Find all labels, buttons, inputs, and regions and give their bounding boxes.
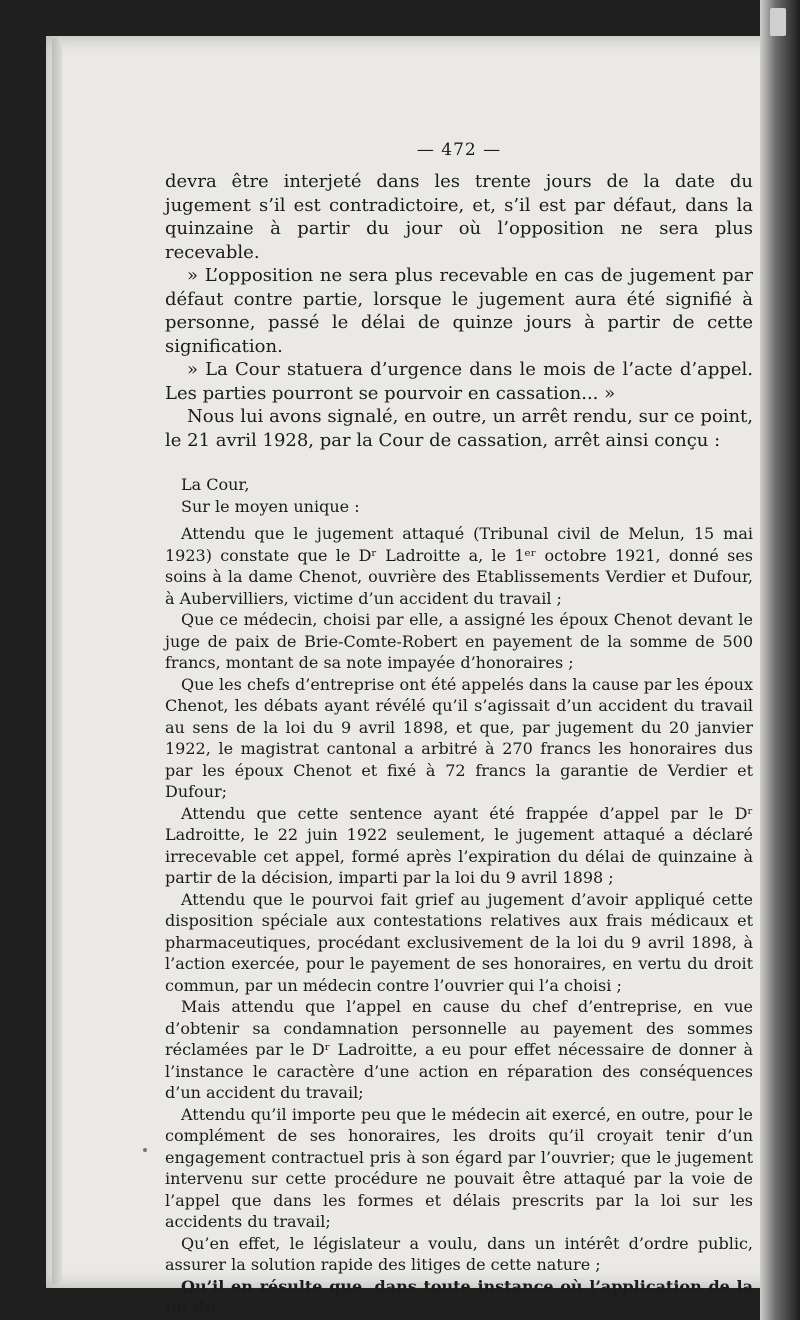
page-clip [770,8,786,36]
quote-paragraph: Mais attendu que l’appel en cause du chef d’entreprise, en vue d’obtenir sa condamnation personnelle au payement des sommes réclamées par le Dʳ Ladroitte, a eu pour effet nécessaire de donner à l’instance le caractère d’une action en réparation des conséquences d’un accident du travail; [165,997,753,1102]
quote-paragraph: Que ce médecin, choisi par elle, a assigné les époux Chenot devant le juge de paix de Brie-Comte-Robert en payement de la somme de 500 francs, montant de sa note impayée d’honoraires ; [165,610,753,672]
paragraph-3: » La Cour statuera d’urgence dans le mois de l’acte d’appel. Les parties pourront se pourvoir en cassation... » [165,359,753,404]
quote-paragraph: Attendu que le jugement attaqué (Tribunal civil de Melun, 15 mai 1923) constate que le Dʳ Ladroitte a, le 1ᵉʳ octobre 1921, donné ses soins à la dame Chenot, ouvrière des Etablissements Verdier et Dufour, à Aubervilliers, victime d’un accident du travail ; [165,524,753,608]
quote-paragraph: Qu’en effet, le législateur a voulu, dans un intérêt d’ordre public, assurer la solution rapide des litiges de cette nature ; [165,1233,753,1274]
court-ruling-quote [165,474,753,1319]
quote-paragraph-continued: Qu’il en résulte que, dans toute instance où l’application de la loi du [165,1276,753,1317]
quote-court: La Cour, [181,475,250,494]
quote-means: Sur le moyen unique : [181,496,360,516]
paper-speck [143,1148,147,1152]
quote-paragraph: Attendu que le pourvoi fait grief au jugement d’avoir appliqué cette disposition spéciale aux contestations relatives aux frais médicaux et pharmaceutiques, procédant exclusivement de la loi du 9 avril 1898, à l’action exercée, pour le payement de ses honoraires, en vertu du droit commun, par un médecin contre l’ouvrier qui l’a choisi ; [165,889,753,995]
page-text [165,140,753,1319]
quote-paragraph: Attendu que cette sentence ayant été frappée d’appel par le Dʳ Ladroitte, le 22 juin 1922 seulement, le jugement attaqué a déclaré irrecevable cet appel, formé après l’expiration du délai de quinzaine à partir de la décision, imparti par la loi du 9 avril 1898 ; [165,803,753,887]
quote-paragraph: Attendu qu’il importe peu que le médecin ait exercé, en outre, pour le complément de ses honoraires, les droits qu’il croyait tenir d’un engagement contractuel pris à son égard par l’ouvrier; que le jugement intervenu sur cette procédure ne pouvait être attaqué par la voie de l’appel que dans les formes et délais prescrits par la loi sur les accidents du travail; [165,1104,753,1231]
page-binding-edge [52,38,62,1284]
paragraph-1: devra être interjeté dans les trente jours de la date du jugement s’il est contradictoire, et, s’il est par défaut, dans la quinzaine à partir du jour où l’opposition ne sera plus recevable. [165,171,753,263]
paragraph-2: » L’opposition ne sera plus recevable en cas de jugement par défaut contre partie, lorsque le jugement aura été signifié à personne, passé le délai de quinze jours à partir de cette signification. [165,265,753,357]
paragraph-4: Nous lui avons signalé, en outre, un arrêt rendu, sur ce point, le 21 avril 1928, par la Cour de cassation, arrêt ainsi conçu : [165,406,753,451]
page-number: — 472 — [416,140,502,160]
scan-margin-shadow [760,0,800,1320]
quote-paragraph: Que les chefs d’entreprise ont été appelés dans la cause par les époux Chenot, les débats ayant révélé qu’il s’agissait d’un accident du travail au sens de la loi du 9 avril 1898, et que, par jugement du 20 janvier 1922, le magistrat cantonal a arbitré à 270 francs les honoraires dus par les époux Chenot et fixé à 72 francs la garantie de Verdier et Dufour; [165,674,753,801]
